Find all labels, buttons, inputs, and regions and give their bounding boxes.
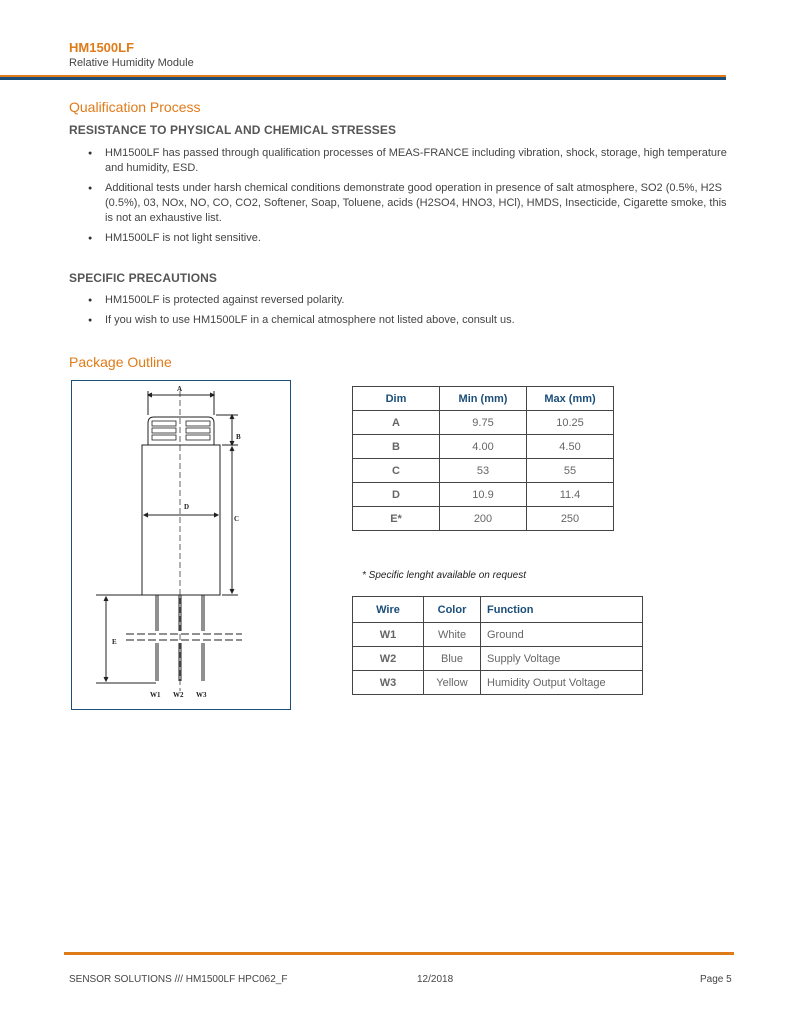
table-header-row [353, 387, 614, 411]
package-drawing [71, 380, 291, 710]
footer-date: 12/2018 [417, 974, 454, 985]
table-cell: White [424, 623, 481, 647]
col-header-function: Function [481, 597, 643, 623]
table-row [353, 623, 643, 647]
table-cell: W2 [353, 647, 424, 671]
col-header-dim: Dim [353, 387, 440, 411]
table-cell: E* [353, 507, 440, 531]
table-cell: Yellow [424, 671, 481, 695]
table-cell: 9.75 [440, 411, 527, 435]
document-title: HM1500LF [69, 40, 135, 55]
table-cell: 11.4 [527, 483, 614, 507]
list-item: ● HM1500LF is protected against reversed polarity. [69, 293, 729, 308]
list-item: ● If you wish to use HM1500LF in a chemical atmosphere not listed above, consult us. [69, 313, 729, 328]
table-row [353, 483, 614, 507]
table-cell: 10.9 [440, 483, 527, 507]
table-cell: 10.25 [527, 411, 614, 435]
footer-page-number: Page 5 [700, 974, 732, 985]
table-row [353, 411, 614, 435]
footer-doc-code: HM1500LF HPC062_F [185, 974, 288, 985]
table-cell: Ground [481, 623, 643, 647]
wire-table [352, 596, 643, 695]
length-note: * Specific lenght available on request [362, 570, 526, 581]
dim-label-d: D [184, 503, 190, 511]
table-cell: 250 [527, 507, 614, 531]
footer-brand: SENSOR SOLUTIONS [69, 974, 172, 985]
table-cell: 200 [440, 507, 527, 531]
dim-label-e: E [112, 638, 117, 646]
col-header-color: Color [424, 597, 481, 623]
table-header-row [353, 597, 643, 623]
table-cell: Supply Voltage [481, 647, 643, 671]
wire-label-w3: W3 [196, 691, 207, 699]
wire-label-w1: W1 [150, 691, 161, 699]
precautions-heading: SPECIFIC PRECAUTIONS [69, 271, 218, 285]
footer-separator: /// [174, 974, 183, 985]
table-row [353, 459, 614, 483]
header-rule-blue [0, 77, 726, 80]
dim-label-c: C [234, 515, 240, 523]
footer-document-ref [69, 974, 287, 985]
list-item: ● HM1500LF is not light sensitive. [69, 231, 729, 246]
dim-label-b: B [236, 433, 241, 441]
table-row [353, 507, 614, 531]
precautions-list [69, 293, 729, 333]
col-header-max: Max (mm) [527, 387, 614, 411]
resistance-list [69, 146, 729, 251]
table-cell: A [353, 411, 440, 435]
dim-label-a: A [177, 385, 183, 393]
table-row [353, 671, 643, 695]
qualification-title: Qualification Process [69, 99, 201, 115]
table-cell: Humidity Output Voltage [481, 671, 643, 695]
col-header-min: Min (mm) [440, 387, 527, 411]
list-item: ● Additional tests under harsh chemical conditions demonstrate good operation in presence of salt atmosphere, SO2 (0.5%, H2S (0.5%), 03, NOx, NO, CO, CO2, Softener, Soap, Toluene, acids (H2SO4, HNO3, HCl), HMDS, Insecticide, Cigarette smoke, this is not an exhaustive list. [69, 181, 729, 226]
list-item: ● HM1500LF has passed through qualification processes of MEAS-FRANCE including vibration, shock, storage, high temperature and humidity, ESD. [69, 146, 729, 176]
package-outline-figure [72, 381, 290, 709]
table-cell: B [353, 435, 440, 459]
document-subtitle: Relative Humidity Module [69, 57, 194, 69]
resistance-heading: RESISTANCE TO PHYSICAL AND CHEMICAL STRESSES [69, 123, 397, 137]
table-cell: 4.00 [440, 435, 527, 459]
table-cell: C [353, 459, 440, 483]
table-row [353, 435, 614, 459]
table-cell: 4.50 [527, 435, 614, 459]
table-cell: 53 [440, 459, 527, 483]
table-cell: D [353, 483, 440, 507]
package-title: Package Outline [69, 354, 172, 370]
wire-label-w2: W2 [173, 691, 184, 699]
footer-rule [64, 952, 734, 955]
dimension-table [352, 386, 614, 531]
table-cell: Blue [424, 647, 481, 671]
table-cell: W1 [353, 623, 424, 647]
col-header-wire: Wire [353, 597, 424, 623]
table-row [353, 647, 643, 671]
table-cell: 55 [527, 459, 614, 483]
table-cell: W3 [353, 671, 424, 695]
